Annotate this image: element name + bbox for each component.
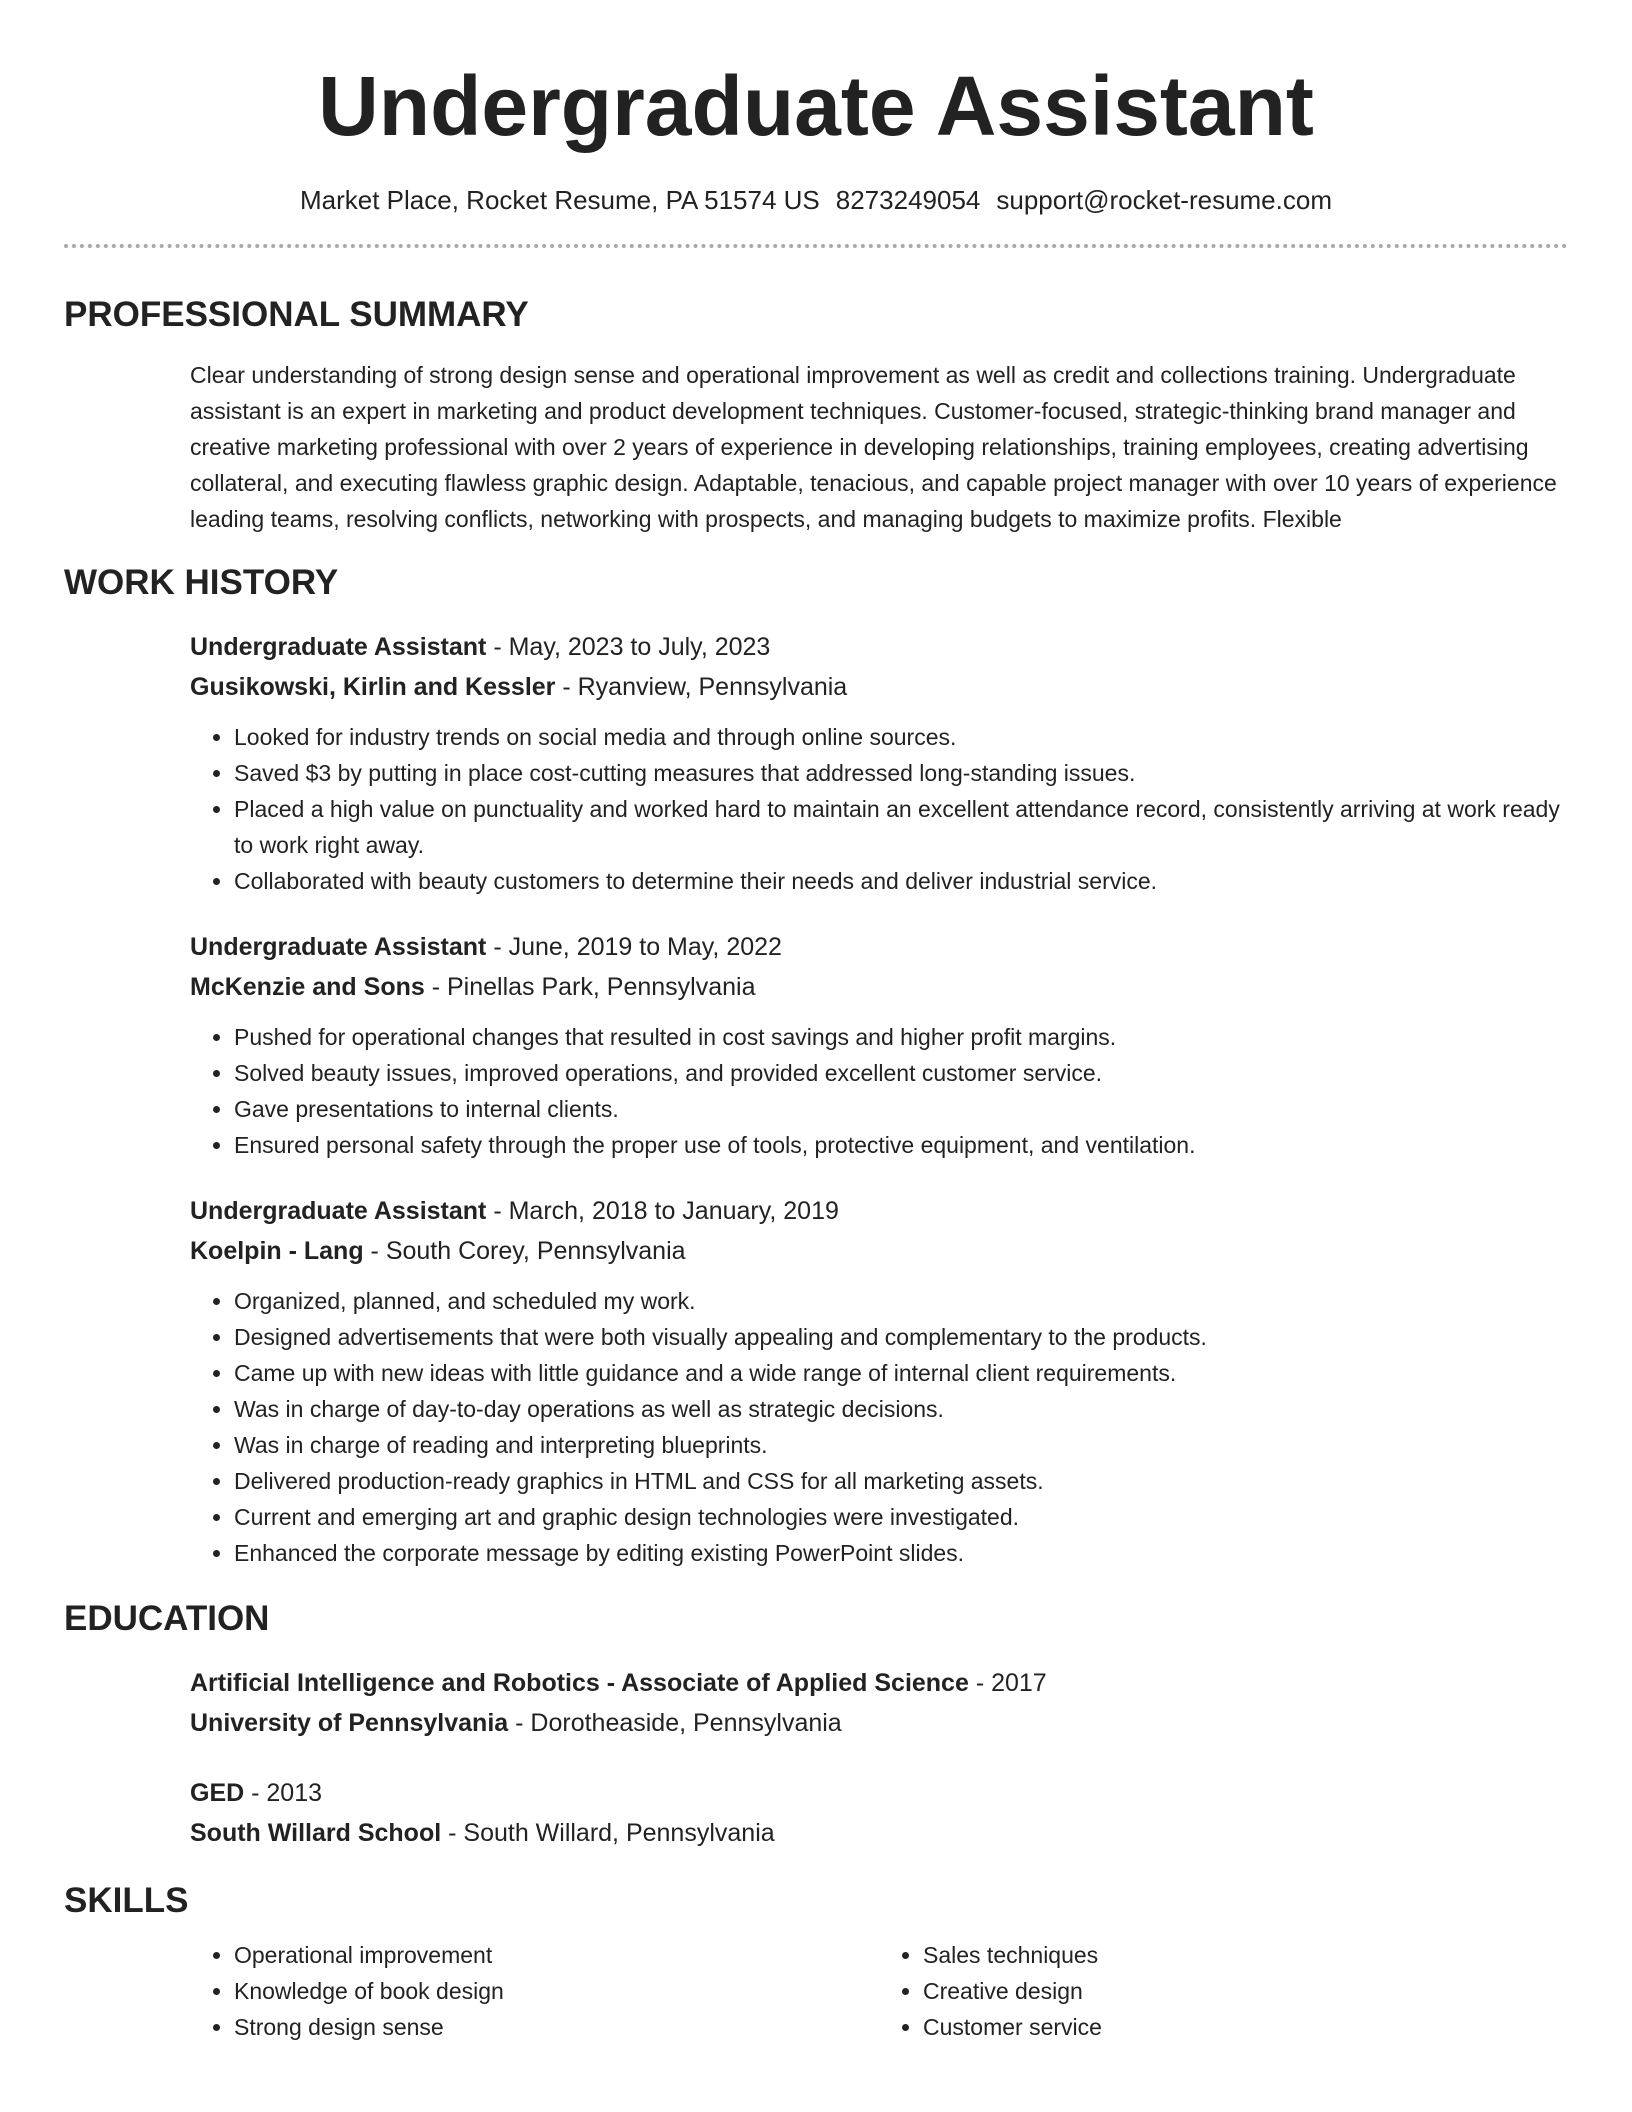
- work-history-title: WORK HISTORY: [64, 563, 339, 602]
- education-entry: [190, 1773, 1568, 1853]
- job-bullet: • Was in charge of day-to-day operations as well as strategic decisions.: [234, 1391, 1568, 1427]
- job-entry: [190, 1191, 1568, 1571]
- education-entry: [190, 1663, 1568, 1743]
- job-title-line: [190, 927, 1568, 967]
- contact-phone: 8273249054: [835, 185, 981, 215]
- job-bullet: • Gave presentations to internal clients.: [234, 1091, 1568, 1127]
- job-bullet: • Was in charge of reading and interpreting blueprints.: [234, 1427, 1568, 1463]
- job-bullet: • Current and emerging art and graphic design technologies were investigated.: [234, 1499, 1568, 1535]
- job-dates: - June, 2019 to May, 2022: [486, 933, 782, 961]
- job-company: McKenzie and Sons: [190, 973, 425, 1001]
- resume-name: Undergraduate Assistant: [318, 59, 1314, 153]
- summary-section: [0, 293, 1632, 537]
- job-title-line: [190, 1191, 1568, 1231]
- job-dates: - May, 2023 to July, 2023: [486, 633, 771, 661]
- skill-item: • Knowledge of book design: [234, 1973, 879, 2009]
- job-bullet: • Came up with new ideas with little guidance and a wide range of internal client requirements.: [234, 1355, 1568, 1391]
- job-bullet: • Pushed for operational changes that resulted in cost savings and higher profit margins.: [234, 1019, 1568, 1055]
- skill-item: • Operational improvement: [234, 1937, 879, 1973]
- job-bullet: • Saved $3 by putting in place cost-cutting measures that addressed long-standing issues.: [234, 755, 1568, 791]
- job-bullets: [190, 1283, 1568, 1571]
- job-bullet: • Collaborated with beauty customers to determine their needs and deliver industrial service.: [234, 863, 1568, 899]
- job-bullet: • Organized, planned, and scheduled my work.: [234, 1283, 1568, 1319]
- education-degree: Artificial Intelligence and Robotics - Associate of Applied Science: [190, 1669, 969, 1697]
- summary-text: Clear understanding of strong design sense and operational improvement as well as credit and collections training. Undergraduate assistant is an expert in marketing and product development techniques. Customer-focused, strategic-thinking brand manager and creative marketing professional with over 2 years of experience in developing relationships, training employees, creating advertising collateral, and executing flawless graphic design. Adaptable, tenacious, and capable project manager with over 10 years of experience leading teams, resolving conflicts, networking with prospects, and managing budgets to maximize profits. Flexible: [190, 362, 1557, 532]
- job-bullet: • Solved beauty issues, improved operations, and provided excellent customer service.: [234, 1055, 1568, 1091]
- job-bullet: • Enhanced the corporate message by editing existing PowerPoint slides.: [234, 1535, 1568, 1571]
- skill-item: • Sales techniques: [923, 1937, 1568, 1973]
- job-location: - Pinellas Park, Pennsylvania: [424, 973, 756, 1001]
- skill-item: • Customer service: [923, 2009, 1568, 2045]
- skill-item: • Strong design sense: [234, 2009, 879, 2045]
- education-degree-line: [190, 1663, 1568, 1703]
- education-location: - Dorotheaside, Pennsylvania: [508, 1709, 842, 1737]
- job-bullet: • Placed a high value on punctuality and worked hard to maintain an excellent attendance record, consistently arriving at work ready to work right away.: [234, 791, 1568, 863]
- education-location: - South Willard, Pennsylvania: [441, 1819, 775, 1847]
- job-role: Undergraduate Assistant: [190, 633, 487, 661]
- job-entry: [190, 627, 1568, 899]
- header-divider: [64, 244, 1568, 248]
- job-company-line: [190, 1231, 1568, 1271]
- education-year: - 2013: [244, 1779, 323, 1807]
- work-history-section: [0, 561, 1632, 1571]
- skills-title: SKILLS: [64, 1881, 189, 1920]
- job-role: Undergraduate Assistant: [190, 1197, 487, 1225]
- job-bullet: • Designed advertisements that were both visually appealing and complementary to the products.: [234, 1319, 1568, 1355]
- skills-column-right: [879, 1937, 1568, 2045]
- job-company-line: [190, 967, 1568, 1007]
- skills-column-left: [190, 1937, 879, 2045]
- education-degree: GED: [190, 1779, 245, 1807]
- job-location: - Ryanview, Pennsylvania: [555, 673, 848, 701]
- education-school: University of Pennsylvania: [190, 1709, 509, 1737]
- job-company-line: [190, 667, 1568, 707]
- contact-email: support@rocket-resume.com: [996, 185, 1332, 215]
- education-school: South Willard School: [190, 1819, 442, 1847]
- job-bullet: • Ensured personal safety through the proper use of tools, protective equipment, and ventilation.: [234, 1127, 1568, 1163]
- education-school-line: [190, 1703, 1568, 1743]
- job-bullet: • Looked for industry trends on social media and through online sources.: [234, 719, 1568, 755]
- job-title-line: [190, 627, 1568, 667]
- job-bullets: [190, 1019, 1568, 1163]
- job-company: Koelpin - Lang: [190, 1237, 364, 1265]
- education-school-line: [190, 1813, 1568, 1853]
- education-year: - 2017: [968, 1669, 1047, 1697]
- education-section: [0, 1597, 1632, 1853]
- education-degree-line: [190, 1773, 1568, 1813]
- job-bullet: • Delivered production-ready graphics in HTML and CSS for all marketing assets.: [234, 1463, 1568, 1499]
- job-company: Gusikowski, Kirlin and Kessler: [190, 673, 556, 701]
- skills-grid: [190, 1937, 1568, 2045]
- summary-title: PROFESSIONAL SUMMARY: [64, 295, 529, 334]
- education-title: EDUCATION: [64, 1599, 270, 1638]
- contact-address: Market Place, Rocket Resume, PA 51574 US: [300, 185, 820, 215]
- job-bullets: [190, 719, 1568, 899]
- skills-section: [0, 1879, 1632, 2045]
- job-dates: - March, 2018 to January, 2019: [486, 1197, 839, 1225]
- job-entry: [190, 927, 1568, 1163]
- job-role: Undergraduate Assistant: [190, 933, 487, 961]
- job-location: - South Corey, Pennsylvania: [363, 1237, 686, 1265]
- skill-item: • Creative design: [923, 1973, 1568, 2009]
- contact-line: [0, 184, 1632, 216]
